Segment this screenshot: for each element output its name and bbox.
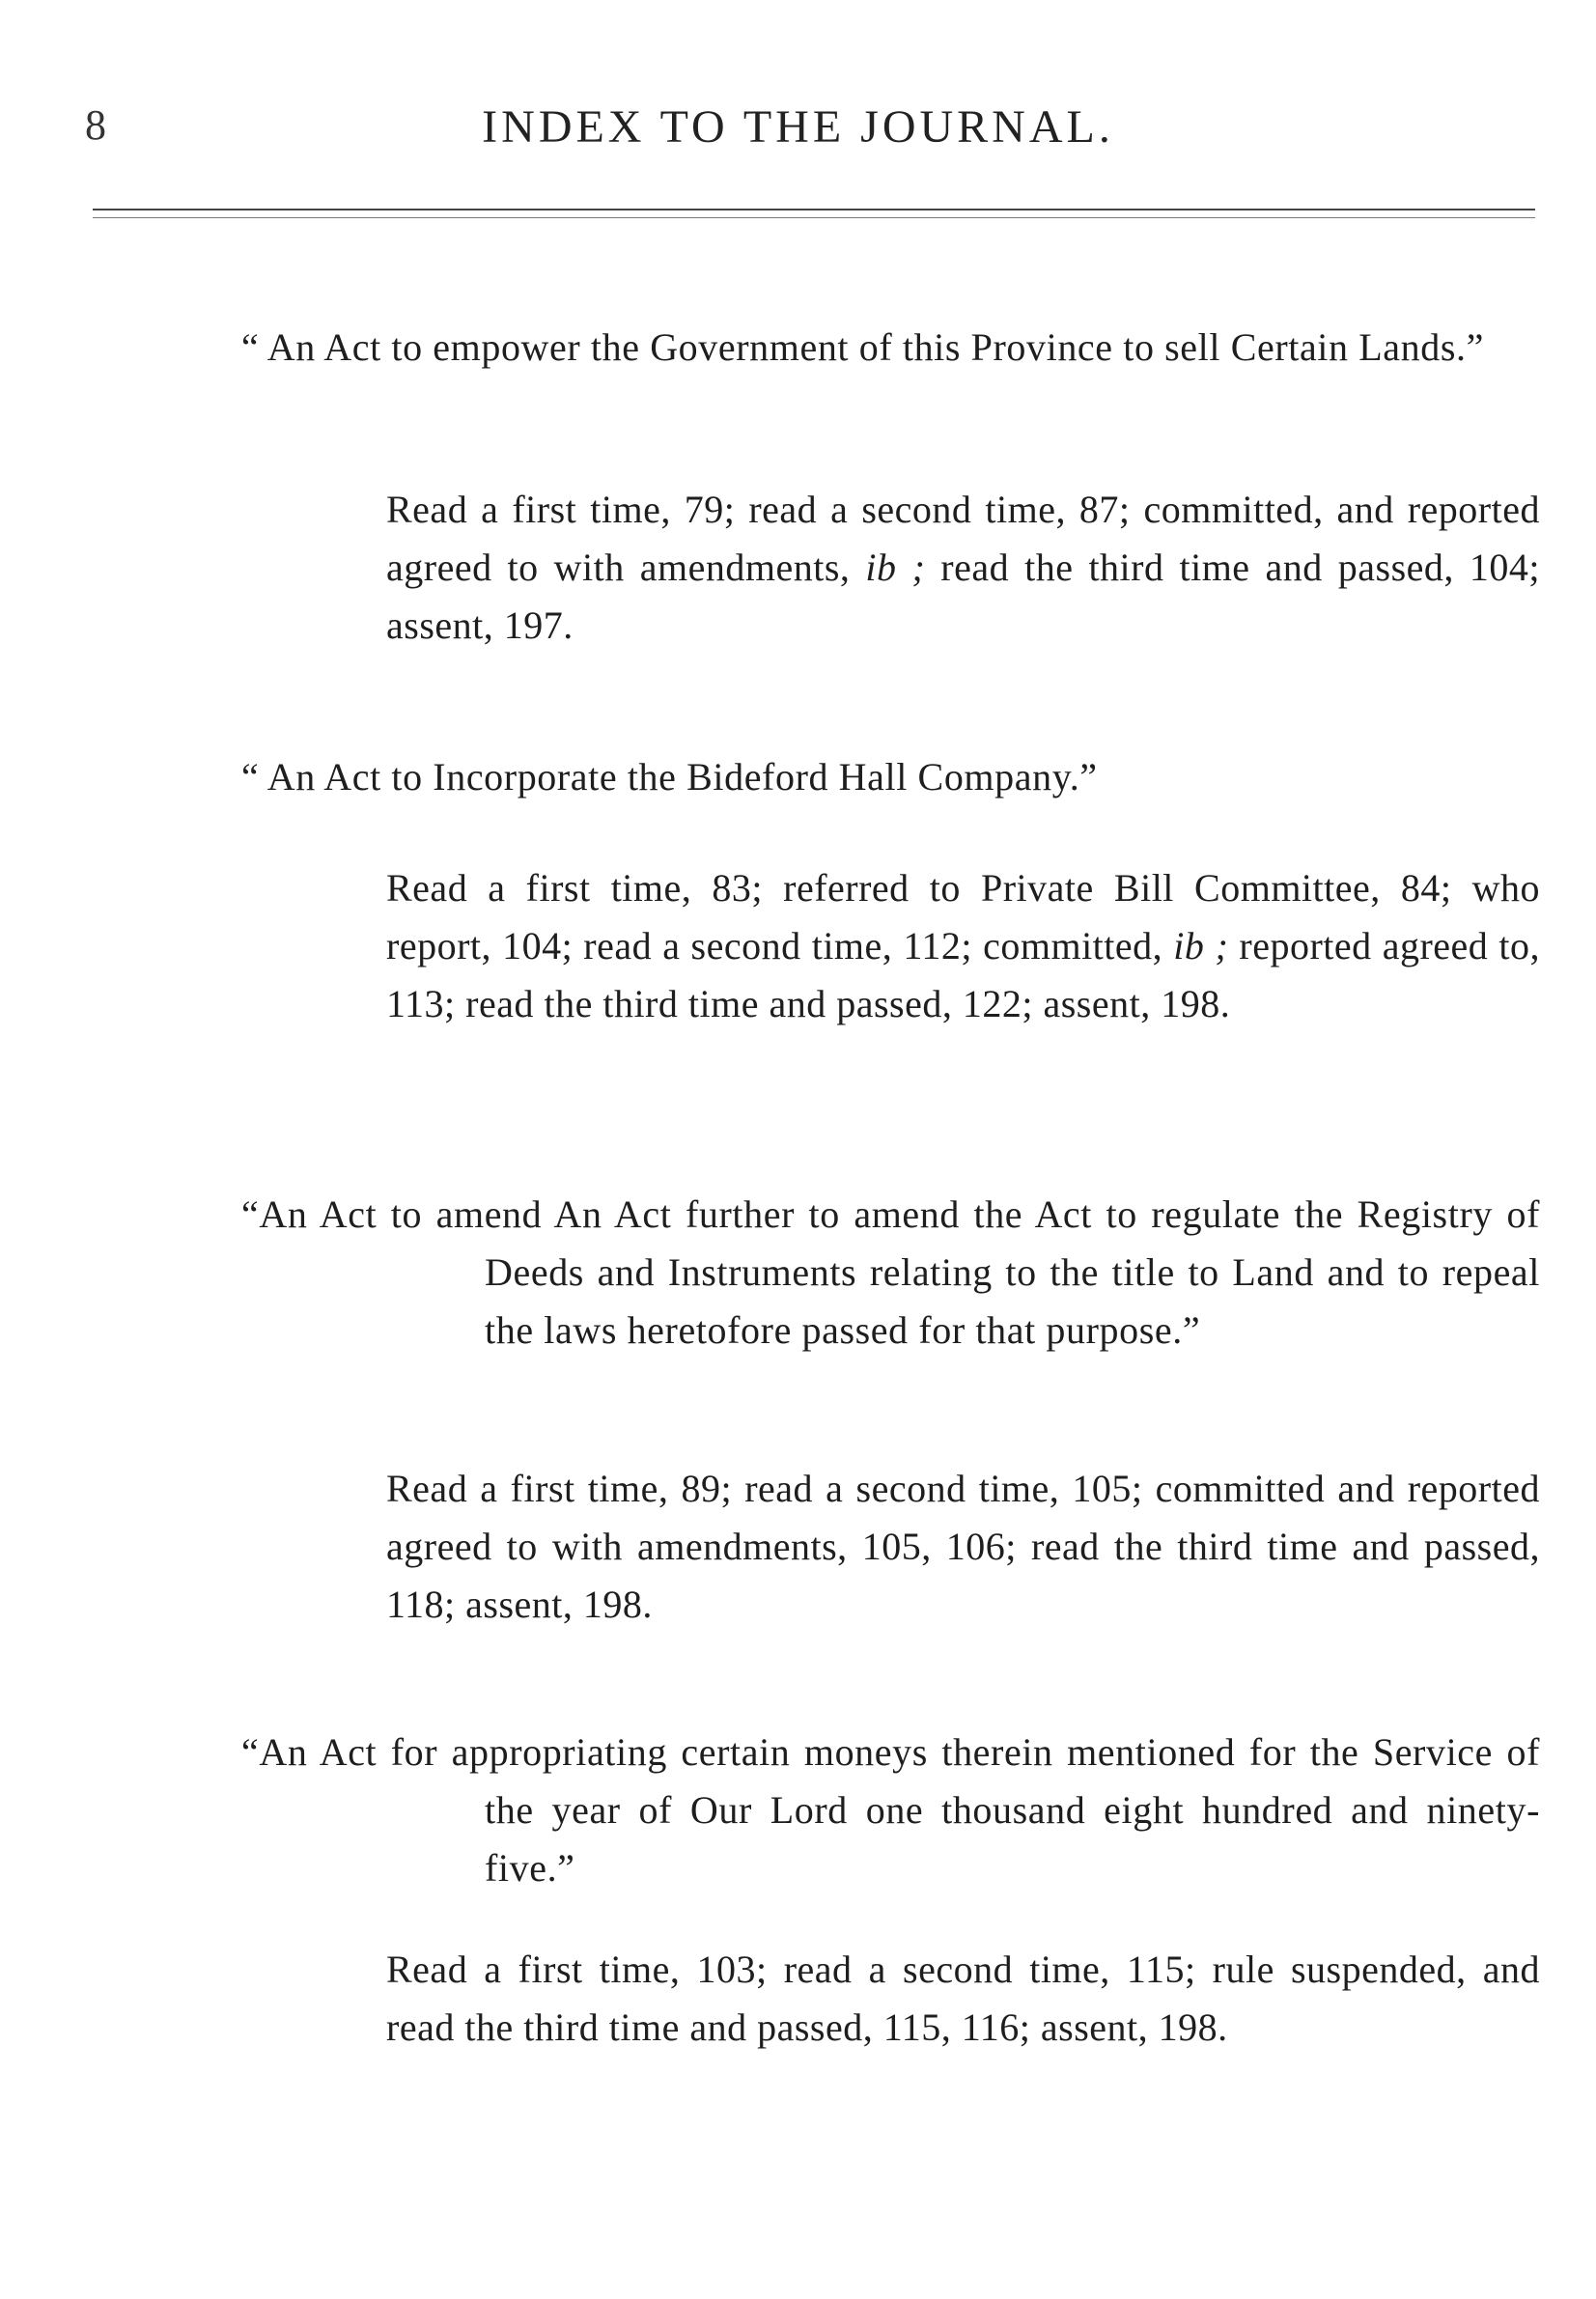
ibidem-abbreviation: ib ; bbox=[1173, 924, 1229, 967]
act-proceedings bbox=[386, 1460, 1540, 1634]
act-title bbox=[0, 748, 1540, 806]
ibidem-abbreviation: ib ; bbox=[865, 546, 926, 589]
proceedings-text: Read a first time, 79; read a second time, 87; committed, and reported agreed to with amendments, bbox=[386, 488, 1540, 589]
running-head: INDEX TO THE JOURNAL. bbox=[482, 101, 1114, 153]
act-title-text: “An Act to amend An Act further to amend the Act to regulate the Registry of Deeds and Instruments relating to the title to Land and to repeal the laws heretofore passed for that purpose.” bbox=[241, 1192, 1540, 1352]
act-title-text: “ An Act to empower the Government of this Province to sell Certain Lands.” bbox=[241, 325, 1484, 369]
header-rule bbox=[93, 209, 1535, 218]
act-title-text: “ An Act to Incorporate the Bideford Hall Company.” bbox=[241, 755, 1098, 799]
proceedings-text: Read a first time, 83; referred to Private Bill Committee, 84; who report, 104; read a second time, 112; committed, bbox=[386, 866, 1540, 967]
act-title bbox=[0, 1186, 1540, 1360]
proceedings-text: Read a first time, 89; read a second time, 105; committed and reported agreed to with amendments, 105, 106; read the third time and passed, 118; assent, 198. bbox=[386, 1467, 1540, 1626]
proceedings-text: reported agreed to, 113; read the third time and passed, 122; assent, 198. bbox=[386, 924, 1541, 1025]
proceedings-text: read the third time and passed, 104; assent, 197. bbox=[386, 546, 1541, 647]
proceedings-text: Read a first time, 103; read a second time, 115; rule suspended, and read the third time and passed, 115, 116; assent, 198. bbox=[386, 1948, 1540, 2049]
page-number: 8 bbox=[85, 101, 106, 149]
act-proceedings bbox=[386, 859, 1540, 1033]
act-proceedings bbox=[386, 481, 1540, 655]
act-proceedings bbox=[386, 1941, 1540, 2057]
act-title bbox=[0, 319, 1540, 377]
act-title-text: “An Act for appropriating certain moneys therein mentioned for the Service of the year of Our Lord one thousand eight hundred and ninety-five.” bbox=[241, 1730, 1540, 1890]
act-title bbox=[0, 1724, 1540, 1897]
